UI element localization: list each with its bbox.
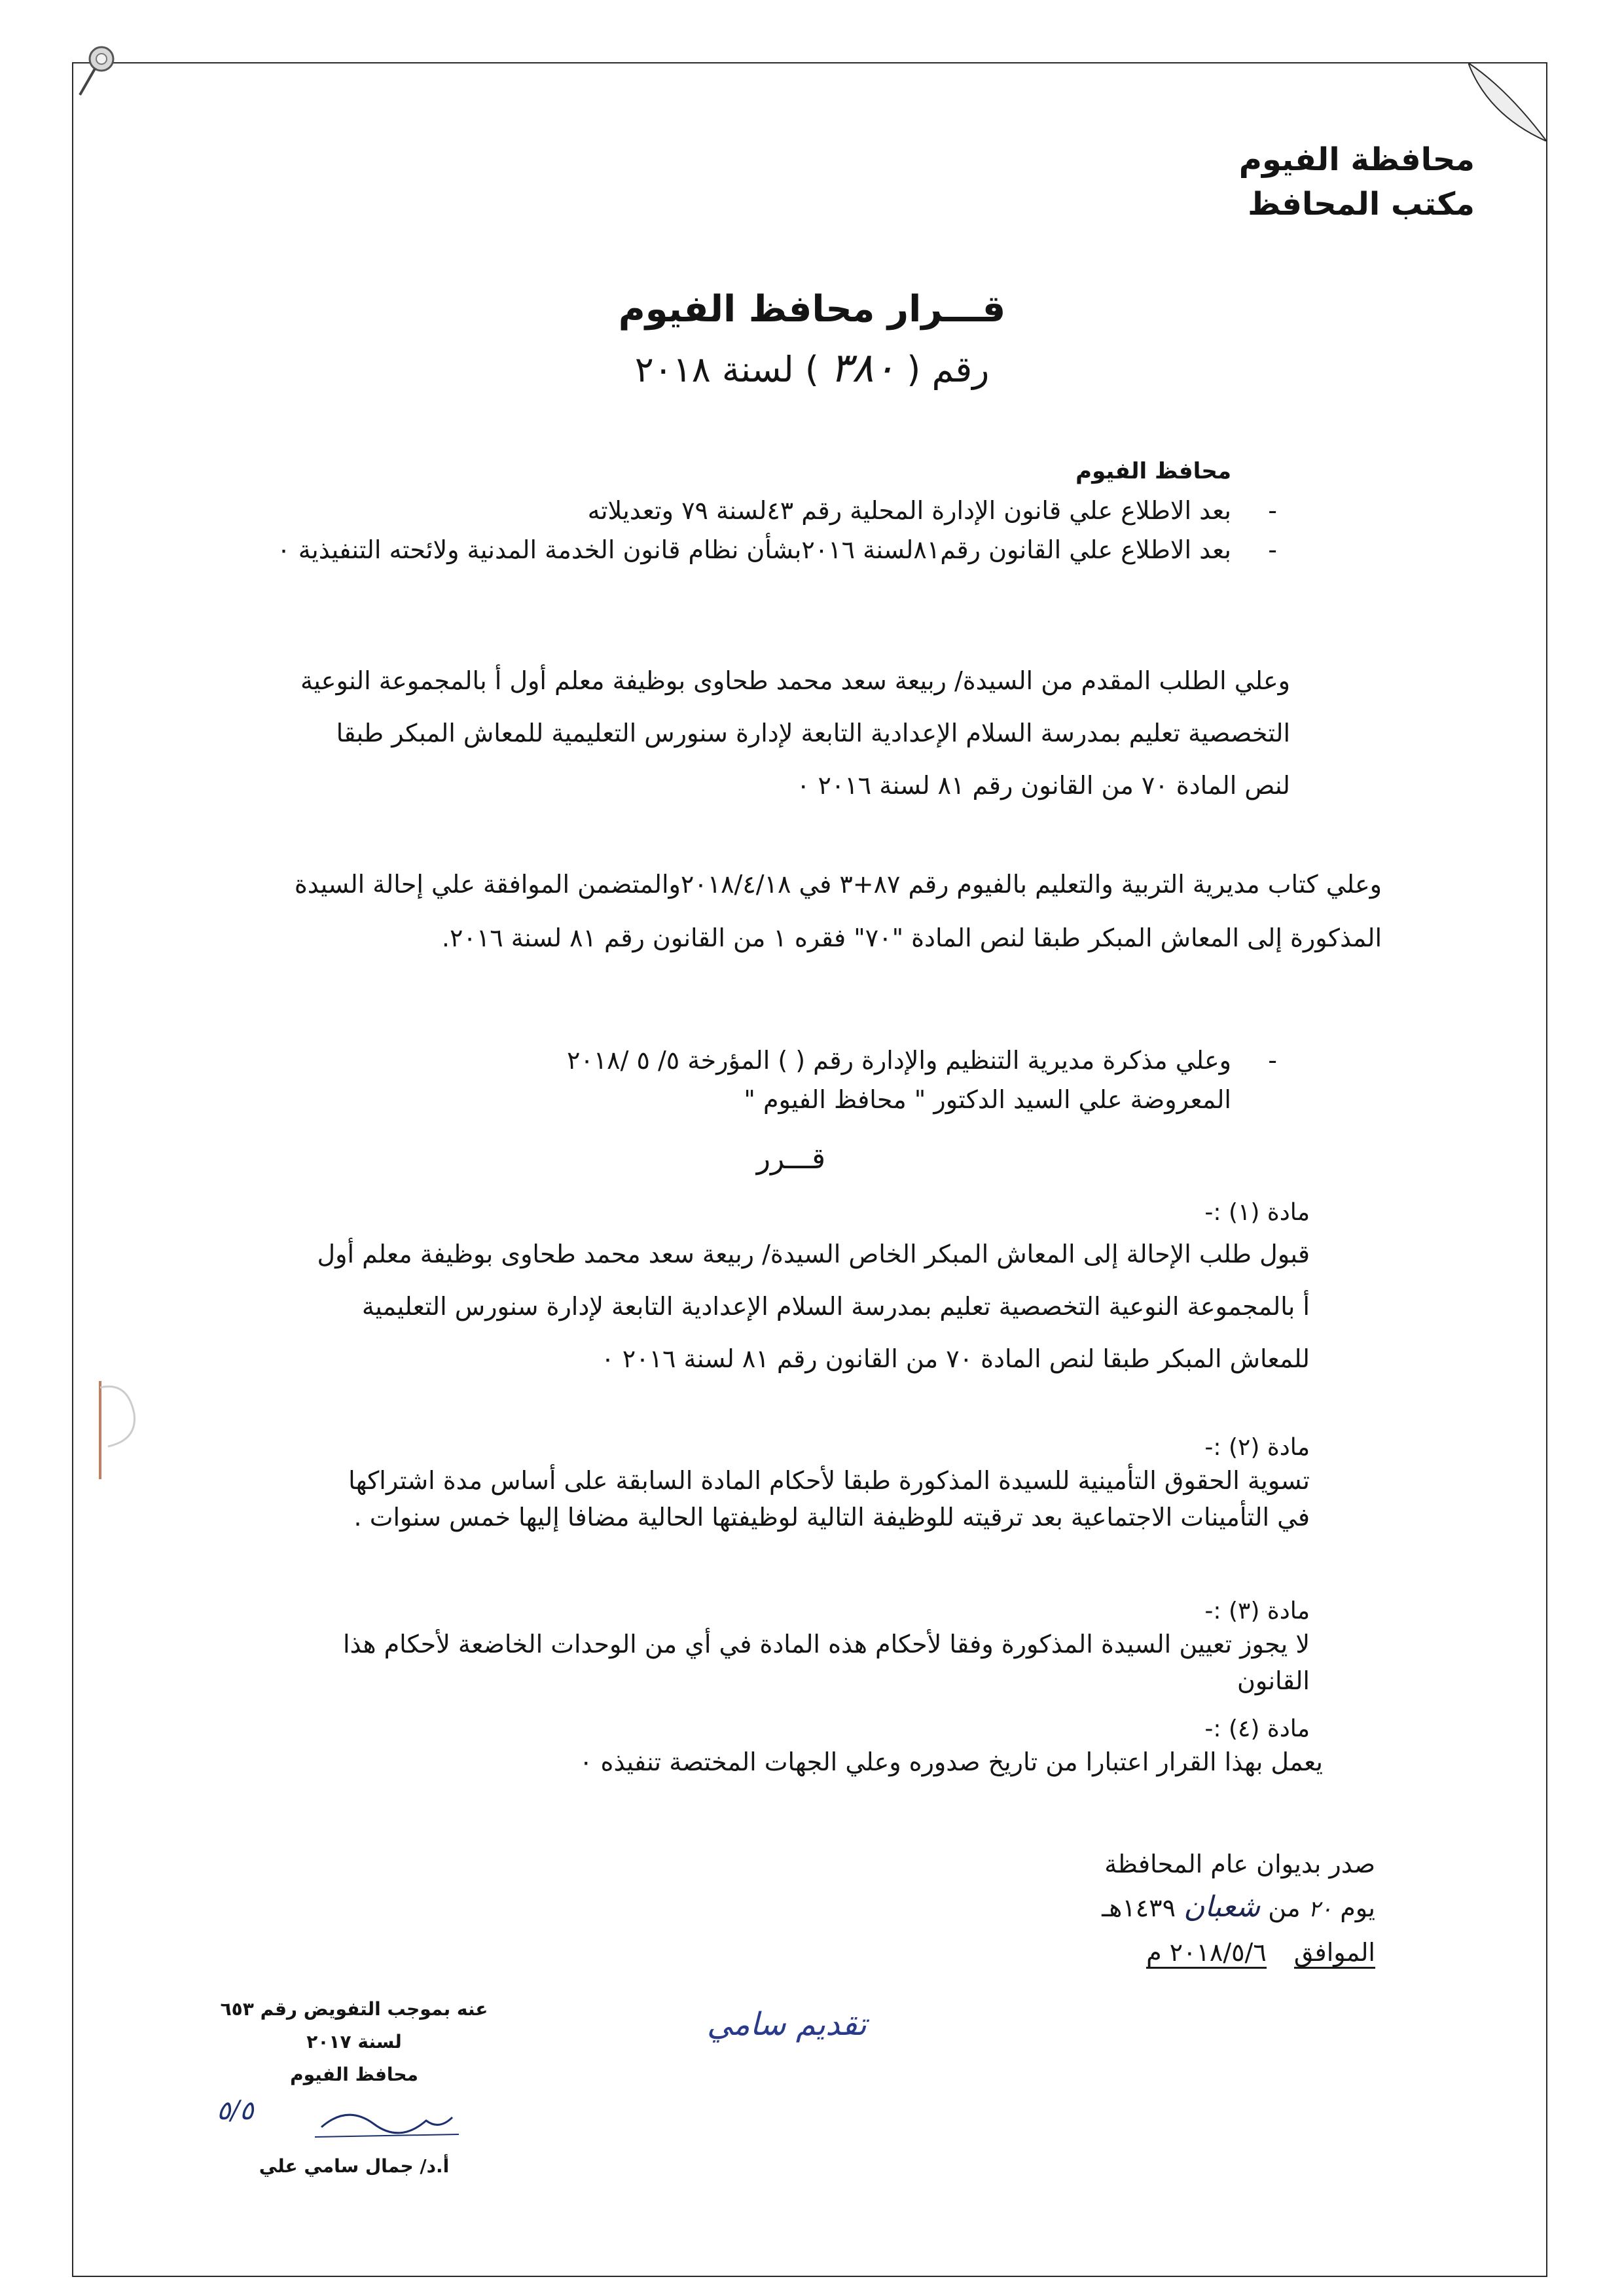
issuance-gregorian: الموافق ٢٠١٨/٥/٦ م (1102, 1931, 1375, 1974)
article-text: يعمل بهذا القرار اعتبارا من تاريخ صدوره وعلي الجهات المختصة تنفيذه ٠ (579, 1748, 1323, 1776)
letterhead (1239, 137, 1475, 226)
signature (217, 2091, 492, 2150)
paperclip-icon (88, 1374, 167, 1486)
preamble (277, 452, 1277, 569)
article-text: قبول طلب الإحالة إلى المعاش المبكر الخاص السيدة/ ربيعة سعد محمد طحاوى بوظيفة معلم أول أ بالمجموعة النوعية التخصصية تعليم بمدرسة السلام الإعدادية التابعة لإدارة سنورس التعليمية للمعاش المبكر طبقا لنص المادة ٧٠ من القانون رقم ٨١ لسنة ٢٠١٦ ٠ (317, 1240, 1310, 1373)
page-fold-icon (1468, 63, 1547, 141)
hijri-month-handwritten: شعبان (1183, 1890, 1261, 1924)
delegation-text: عنه بموجب التفويض رقم ٦٥٣ لسنة ٢٠١٧ (220, 1998, 488, 2053)
signature-scribble-icon (243, 2091, 478, 2150)
article-1 (308, 1198, 1310, 1385)
request-paragraph: وعلي الطلب المقدم من السيدة/ ربيعة سعد محمد طحاوى بوظيفة معلم أول أ بالمجموعة النوعية التخصصية تعليم بمدرسة السلام الإعدادية التابعة لإدارة سنورس التعليمية للمعاش المبكر طبقا لنص المادة ٧٠ من القانون رقم ٨١ لسنة ٢٠١٦ ٠ (300, 666, 1290, 800)
article-heading: مادة (١) :- (1204, 1199, 1310, 1226)
decision-number (0, 344, 1624, 391)
decision-number-prefix: رقم ( (907, 349, 990, 390)
article-text: تسوية الحقوق التأمينية للسيدة المذكورة طبقا لأحكام المادة السابقة على أساس مدة اشتراكها في التأمينات الاجتماعية بعد ترقيته للوظيفة التالية لوظيفتها الحالية مضافا إليها خمس سنوات . (348, 1466, 1310, 1532)
office-name: مكتب المحافظ (1248, 186, 1475, 223)
delegation-governor: محافظ الفيوم (290, 2064, 418, 2085)
issuance-place: صدر بديوان عام المحافظة (1104, 1850, 1375, 1878)
preamble-item: - بعد الاطلاع علي قانون الإدارة المحلية رقم ٤٣لسنة ٧٩ وتعديلاته (587, 496, 1277, 525)
signature-date: ٥/٥ (217, 2096, 254, 2126)
article-2 (308, 1433, 1310, 1535)
directorate-paragraph: وعلي كتاب مديرية التربية والتعليم بالفيوم رقم ٨٧+٣ في ٢٠١٨/٤/١٨والمتضمن الموافقة علي إحالة السيدة المذكورة إلى المعاش المبكر طبقا لنص المادة "٧٠" فقره ١ من القانون رقم ٨١ لسنة ٢٠١٦. (294, 870, 1382, 952)
memo-line: المعروضة علي السيد الدكتور " محافظ الفيوم " (744, 1085, 1231, 1114)
decision-number-suffix: ) لسنة ٢٠١٨ (634, 349, 819, 390)
handwritten-note: تقديم سامي (707, 2006, 867, 2043)
preamble-heading: محافظ الفيوم (1075, 458, 1231, 484)
memo-line: وعلي مذكرة مديرية التنظيم والإدارة رقم ( ) المؤرخة ٥/ ٥ /٢٠١٨ (566, 1046, 1231, 1075)
article-heading: مادة (٣) :- (1204, 1598, 1310, 1624)
governorate-name: محافظة الفيوم (1238, 141, 1475, 178)
signatory-name: أ.د/ جمال سامي علي (259, 2155, 450, 2177)
preamble-item: - بعد الاطلاع علي القانون رقم٨١لسنة ٢٠١٦بشأن نظام قانون الخدمة المدنية ولائحته التنفيذية ٠ (277, 535, 1277, 564)
decision-title: قـــرار محافظ الفيوم (618, 288, 1006, 331)
article-3 (308, 1597, 1310, 1699)
memo-paragraph: - وعلي مذكرة مديرية التنظيم والإدارة رقم ( ) المؤرخة ٥/ ٥ /٢٠١٨ المعروضة علي السيد الدكتور " محافظ الفيوم " (249, 1041, 1231, 1119)
decision-number-value: ٣٨٠ (830, 344, 896, 391)
article-4 (308, 1715, 1323, 1780)
article-text: لا يجوز تعيين السيدة المذكورة وفقا لأحكام هذه المادة في أي من الوحدات الخاضعة لأحكام هذا القانون (342, 1630, 1310, 1695)
issuance-block (1102, 1842, 1375, 1974)
delegation-block (217, 1993, 492, 2183)
issuance-hijri: يوم ٢٠ من شعبان ١٤٣٩هـ (1102, 1890, 1375, 1924)
pushpin-icon (72, 39, 124, 98)
article-heading: مادة (٤) :- (1204, 1715, 1310, 1742)
article-heading: مادة (٢) :- (1204, 1434, 1310, 1461)
decides-heading: قـــرر (756, 1142, 825, 1175)
